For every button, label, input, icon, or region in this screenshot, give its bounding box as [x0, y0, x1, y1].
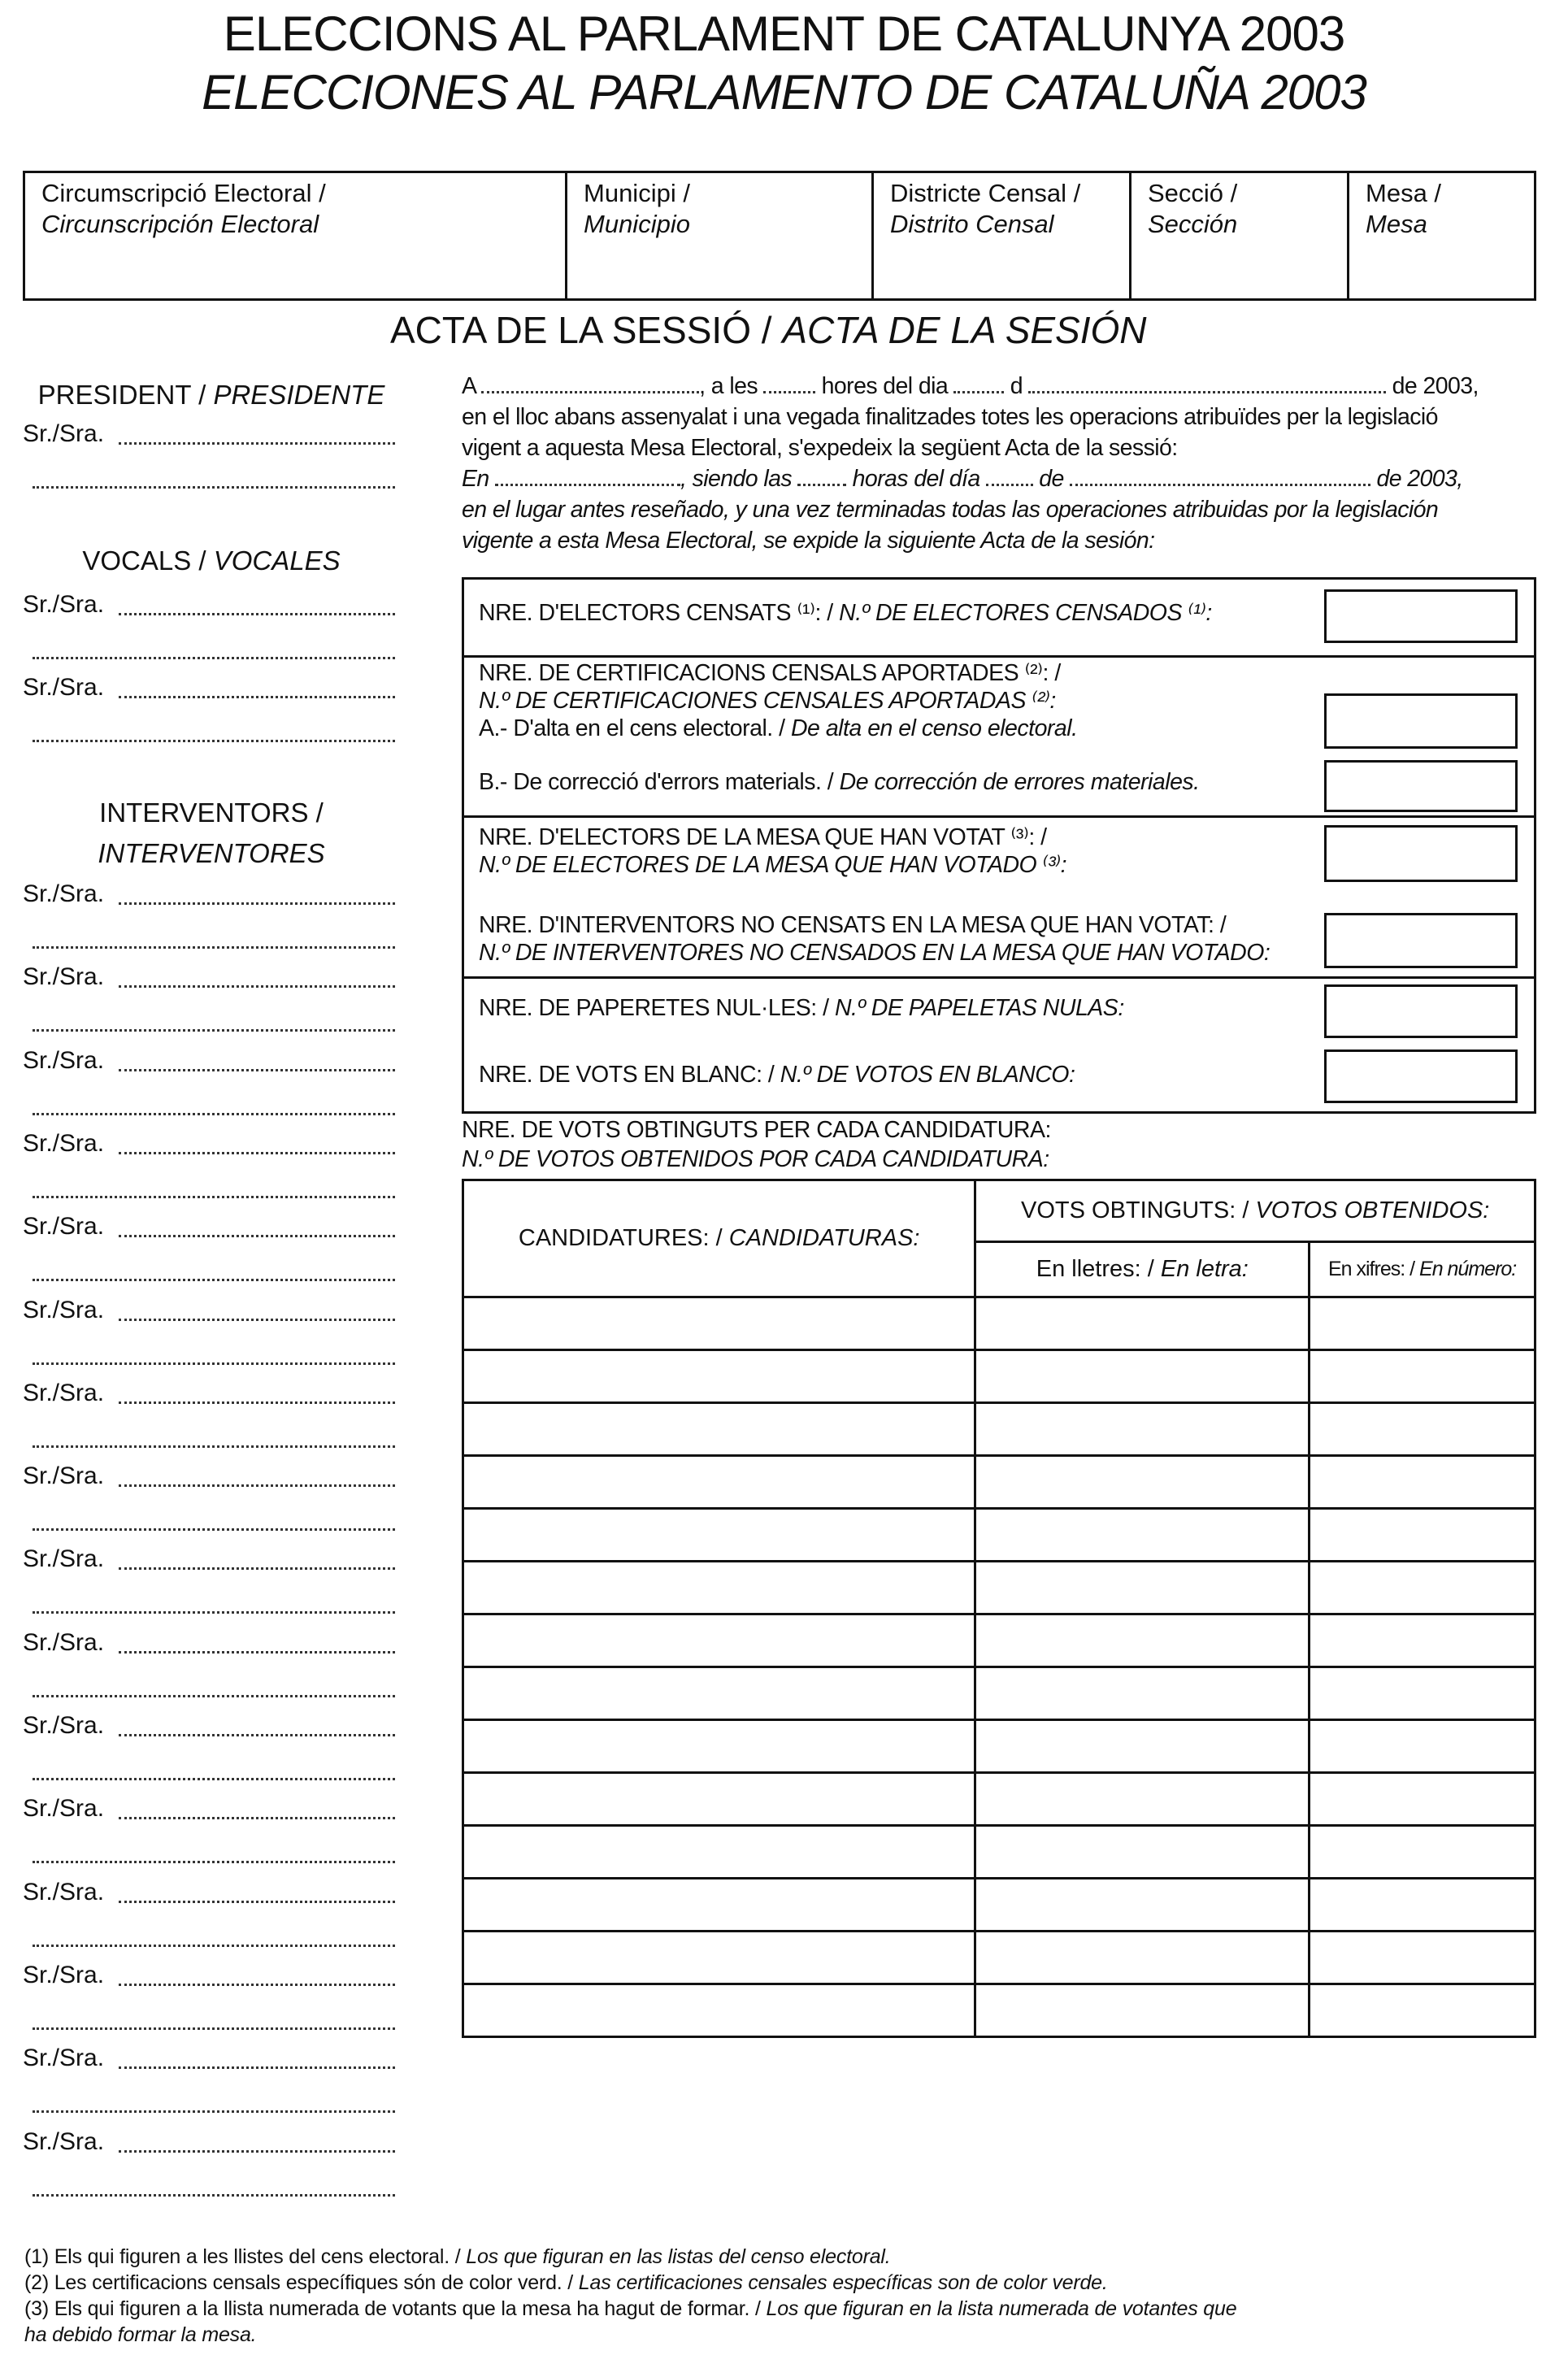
signature-line[interactable] — [119, 1401, 395, 1404]
signature-label: Sr./Sra. — [23, 1545, 105, 1573]
hour-fill-es[interactable] — [797, 469, 846, 486]
candidates-table — [462, 1179, 1536, 2038]
col-candidatures: CANDIDATURES: / CANDIDATURAS: — [463, 1180, 975, 1297]
votes-letters-cell[interactable] — [975, 1614, 1310, 1667]
day-fill-es[interactable] — [986, 469, 1033, 486]
candidate-name-cell[interactable] — [463, 1509, 975, 1562]
votes-letters-cell[interactable] — [975, 1667, 1310, 1720]
candidate-name-cell[interactable] — [463, 1826, 975, 1879]
signature-line[interactable] — [119, 1484, 395, 1487]
candidate-row — [463, 1826, 1535, 1879]
votes-number-cell[interactable] — [1310, 1773, 1535, 1826]
candidate-name-cell[interactable] — [463, 1614, 975, 1667]
signature-label: Sr./Sra. — [23, 591, 105, 618]
day-fill[interactable] — [953, 376, 1004, 393]
signature-label: Sr./Sra. — [23, 1712, 105, 1739]
place-fill[interactable] — [481, 376, 699, 393]
candidate-name-cell[interactable] — [463, 1667, 975, 1720]
signature-line[interactable] — [33, 1113, 395, 1115]
vocals-label: VOCALS / VOCALES — [82, 545, 341, 576]
signature-line[interactable] — [119, 613, 395, 615]
votes-number-cell[interactable] — [1310, 1826, 1535, 1879]
candidate-name-cell[interactable] — [463, 1297, 975, 1350]
cert-correccio-label: B.- De correcció d'errors materials. / De corrección de errores materiales. — [479, 769, 1200, 795]
session-paragraph: A , a les hores del dia d de 2003, en el lloc abans assenyalat i una vegada finalitzades totes les operacions atribuïdes per la legislació vigent a aquesta Mesa Electoral, s'expedeix la següent Acta de la sessió: En , siendo las horas del día de de 2003, en el lugar antes reseñado, y una vez terminadas todas las operaciones atribuidas por la legislación vigente a esta Mesa Electoral, se expide la siguiente Acta de la sesión: — [462, 373, 1479, 554]
footnote-1: (1) Els qui figuren a les llistes del cens electoral. / Los que figuran en las listas del censo electoral. — [24, 2245, 891, 2268]
candidate-name-cell[interactable] — [463, 1984, 975, 2037]
votes-letters-cell[interactable] — [975, 1879, 1310, 1932]
signature-label: Sr./Sra. — [23, 2045, 105, 2072]
votes-letters-cell[interactable] — [975, 1720, 1310, 1773]
signature-line[interactable] — [33, 1778, 395, 1780]
col-xifres: En xifres: / En número: — [1310, 1242, 1535, 1297]
signature-line[interactable] — [33, 1861, 395, 1863]
votes-letters-cell[interactable] — [975, 1562, 1310, 1614]
candidate-row — [463, 1297, 1535, 1350]
certificacions-label: NRE. DE CERTIFICACIONS CENSALS APORTADES ⁽²⁾: / N.º DE CERTIFICACIONES CENSALES APORTADAS ⁽²⁾: A.- D'alta en el cens electoral. / De alta en el censo electoral. — [479, 660, 1078, 741]
signature-line[interactable] — [33, 657, 395, 659]
signature-line[interactable] — [119, 1567, 395, 1570]
votes-letters-cell[interactable] — [975, 1773, 1310, 1826]
signature-line[interactable] — [33, 1945, 395, 1947]
votes-letters-cell[interactable] — [975, 1509, 1310, 1562]
candidate-row — [463, 1456, 1535, 1509]
votes-number-cell[interactable] — [1310, 1879, 1535, 1932]
place-fill-es[interactable] — [495, 469, 680, 486]
votes-letters-cell[interactable] — [975, 1984, 1310, 2037]
cert-correccio-input[interactable] — [1324, 760, 1518, 812]
signature-label: Sr./Sra. — [23, 1462, 105, 1490]
signature-label: Sr./Sra. — [23, 880, 105, 907]
votes-number-cell[interactable] — [1310, 1297, 1535, 1350]
candidate-row — [463, 1403, 1535, 1456]
field-districte-censal[interactable]: Districte Censal / Distrito Censal — [874, 173, 1131, 298]
votes-number-cell[interactable] — [1310, 1614, 1535, 1667]
signature-label: Sr./Sra. — [23, 1129, 105, 1157]
counts-box — [462, 577, 1536, 1114]
signature-line[interactable] — [119, 902, 395, 905]
signature-line[interactable] — [33, 1362, 395, 1365]
signature-label: Sr./Sra. — [23, 1296, 105, 1323]
blanc-label: NRE. DE VOTS EN BLANC: / N.º DE VOTOS EN BLANCO: — [479, 1062, 1075, 1088]
signature-line[interactable] — [119, 442, 395, 445]
signature-label: Sr./Sra. — [23, 1795, 105, 1823]
votat-label: NRE. D'ELECTORS DE LA MESA QUE HAN VOTAT ⁽³⁾: / N.º DE ELECTORES DE LA MESA QUE HAN VOTADO ⁽³⁾: — [479, 824, 1067, 878]
signature-label: Sr./Sra. — [23, 2127, 105, 2155]
signature-line[interactable] — [119, 1734, 395, 1736]
signature-line[interactable] — [119, 985, 395, 988]
signature-label: Sr./Sra. — [23, 420, 105, 447]
signature-line[interactable] — [119, 696, 395, 698]
signature-line[interactable] — [119, 1817, 395, 1819]
signature-label: Sr./Sra. — [23, 674, 105, 701]
president-label: PRESIDENT / PRESIDENTE — [37, 380, 385, 410]
month-fill-es[interactable] — [1070, 469, 1370, 486]
signature-line[interactable] — [119, 1152, 395, 1154]
cert-alta-input[interactable] — [1324, 693, 1518, 749]
candidate-name-cell[interactable] — [463, 1562, 975, 1614]
acta-title: ACTA DE LA SESSIÓ / ACTA DE LA SESIÓN — [390, 309, 1147, 351]
candidate-row — [463, 1350, 1535, 1403]
censats-input[interactable] — [1324, 589, 1518, 643]
candidate-row — [463, 1509, 1535, 1562]
candidate-row — [463, 1879, 1535, 1932]
candidate-name-cell[interactable] — [463, 1350, 975, 1403]
candidate-name-cell[interactable] — [463, 1773, 975, 1826]
candidate-row — [463, 1932, 1535, 1984]
col-lletres: En lletres: / En letra: — [975, 1242, 1310, 1297]
votes-letters-cell[interactable] — [975, 1350, 1310, 1403]
signature-line[interactable] — [119, 1069, 395, 1071]
votes-number-cell[interactable] — [1310, 1456, 1535, 1509]
votes-heading: NRE. DE VOTS OBTINGUTS PER CADA CANDIDATURA: N.º DE VOTOS OBTENIDOS POR CADA CANDIDATURA: — [462, 1117, 1051, 1172]
signature-label: Sr./Sra. — [23, 963, 105, 991]
signature-label: Sr./Sra. — [23, 1379, 105, 1406]
votes-number-cell[interactable] — [1310, 1403, 1535, 1456]
nules-input[interactable] — [1324, 984, 1518, 1038]
signature-label: Sr./Sra. — [23, 1213, 105, 1241]
title-spanish: ELECCIONES AL PARLAMENTO DE CATALUÑA 2003 — [202, 65, 1366, 120]
votes-number-cell[interactable] — [1310, 1720, 1535, 1773]
signature-line[interactable] — [33, 1611, 395, 1614]
interventors-votat-label: NRE. D'INTERVENTORS NO CENSATS EN LA MESA QUE HAN VOTAT: / N.º DE INTERVENTORES NO CENSADOS EN LA MESA QUE HAN VOTADO: — [479, 912, 1270, 966]
signature-label: Sr./Sra. — [23, 1878, 105, 1906]
votes-number-cell[interactable] — [1310, 1984, 1535, 2037]
candidate-name-cell[interactable] — [463, 1932, 975, 1984]
candidate-row — [463, 1667, 1535, 1720]
candidate-row — [463, 1614, 1535, 1667]
signature-line[interactable] — [33, 1528, 395, 1531]
footnote-3-cont: ha debido formar la mesa. — [24, 2323, 257, 2346]
signature-line[interactable] — [33, 1445, 395, 1448]
signature-label: Sr./Sra. — [23, 1961, 105, 1988]
signature-line[interactable] — [119, 1901, 395, 1903]
signature-line[interactable] — [33, 486, 395, 489]
signature-line[interactable] — [33, 2194, 395, 2197]
candidate-name-cell[interactable] — [463, 1720, 975, 1773]
candidate-name-cell[interactable] — [463, 1456, 975, 1509]
blanc-input[interactable] — [1324, 1049, 1518, 1103]
header-fields-box — [23, 171, 1536, 301]
signature-line[interactable] — [33, 740, 395, 742]
signature-label: Sr./Sra. — [23, 1046, 105, 1074]
field-seccio[interactable]: Secció / Sección — [1131, 173, 1349, 298]
signature-line[interactable] — [119, 1235, 395, 1237]
title-catalan: ELECCIONS AL PARLAMENT DE CATALUNYA 2003 — [223, 7, 1345, 61]
votes-number-cell[interactable] — [1310, 1509, 1535, 1562]
signature-line[interactable] — [119, 2066, 395, 2069]
signature-line[interactable] — [119, 2150, 395, 2153]
hour-fill[interactable] — [763, 376, 815, 393]
votes-letters-cell[interactable] — [975, 1403, 1310, 1456]
month-fill[interactable] — [1028, 376, 1386, 393]
votes-number-cell[interactable] — [1310, 1932, 1535, 1984]
candidate-row — [463, 1720, 1535, 1773]
votes-number-cell[interactable] — [1310, 1562, 1535, 1614]
signature-line[interactable] — [33, 2110, 395, 2113]
signature-line[interactable] — [33, 946, 395, 949]
signature-line[interactable] — [119, 1319, 395, 1321]
signature-line[interactable] — [33, 1029, 395, 1032]
interventors-label: INTERVENTORS / INTERVENTORES — [98, 797, 325, 868]
votes-number-cell[interactable] — [1310, 1350, 1535, 1403]
field-municipi[interactable]: Municipi / Municipio — [567, 173, 874, 298]
footnote-2: (2) Les certificacions censals específiques són de color verd. / Las certificaciones censales específicas son de color verde. — [24, 2271, 1108, 2294]
interventors-votat-input[interactable] — [1324, 913, 1518, 968]
candidate-row — [463, 1984, 1535, 2037]
votes-letters-cell[interactable] — [975, 1297, 1310, 1350]
field-circumscripcio[interactable]: Circumscripció Electoral / Circunscripción Electoral — [25, 173, 567, 298]
signature-line[interactable] — [33, 1695, 395, 1697]
nules-label: NRE. DE PAPERETES NUL·LES: / N.º DE PAPELETAS NULAS: — [479, 995, 1124, 1021]
votes-letters-cell[interactable] — [975, 1932, 1310, 1984]
signature-line[interactable] — [119, 1984, 395, 1986]
signature-line[interactable] — [33, 1196, 395, 1198]
candidate-row — [463, 1562, 1535, 1614]
footnote-3: (3) Els qui figuren a la llista numerada de votants que la mesa ha hagut de formar. / Los que figuran en la lista numerada de votantes que — [24, 2297, 1237, 2320]
signature-line[interactable] — [33, 2027, 395, 2030]
signature-label: Sr./Sra. — [23, 1628, 105, 1656]
field-mesa[interactable]: Mesa / Mesa — [1366, 179, 1442, 238]
signature-line[interactable] — [119, 1651, 395, 1653]
censats-label: NRE. D'ELECTORS CENSATS ⁽¹⁾: / N.º DE ELECTORES CENSADOS ⁽¹⁾: — [479, 600, 1212, 626]
candidate-name-cell[interactable] — [463, 1403, 975, 1456]
col-vots-obtinguts: VOTS OBTINGUTS: / VOTOS OBTENIDOS: — [975, 1180, 1535, 1242]
votes-number-cell[interactable] — [1310, 1667, 1535, 1720]
votes-letters-cell[interactable] — [975, 1826, 1310, 1879]
votat-input[interactable] — [1324, 825, 1518, 882]
signature-line[interactable] — [33, 1279, 395, 1281]
candidate-name-cell[interactable] — [463, 1879, 975, 1932]
candidate-row — [463, 1773, 1535, 1826]
votes-letters-cell[interactable] — [975, 1456, 1310, 1509]
